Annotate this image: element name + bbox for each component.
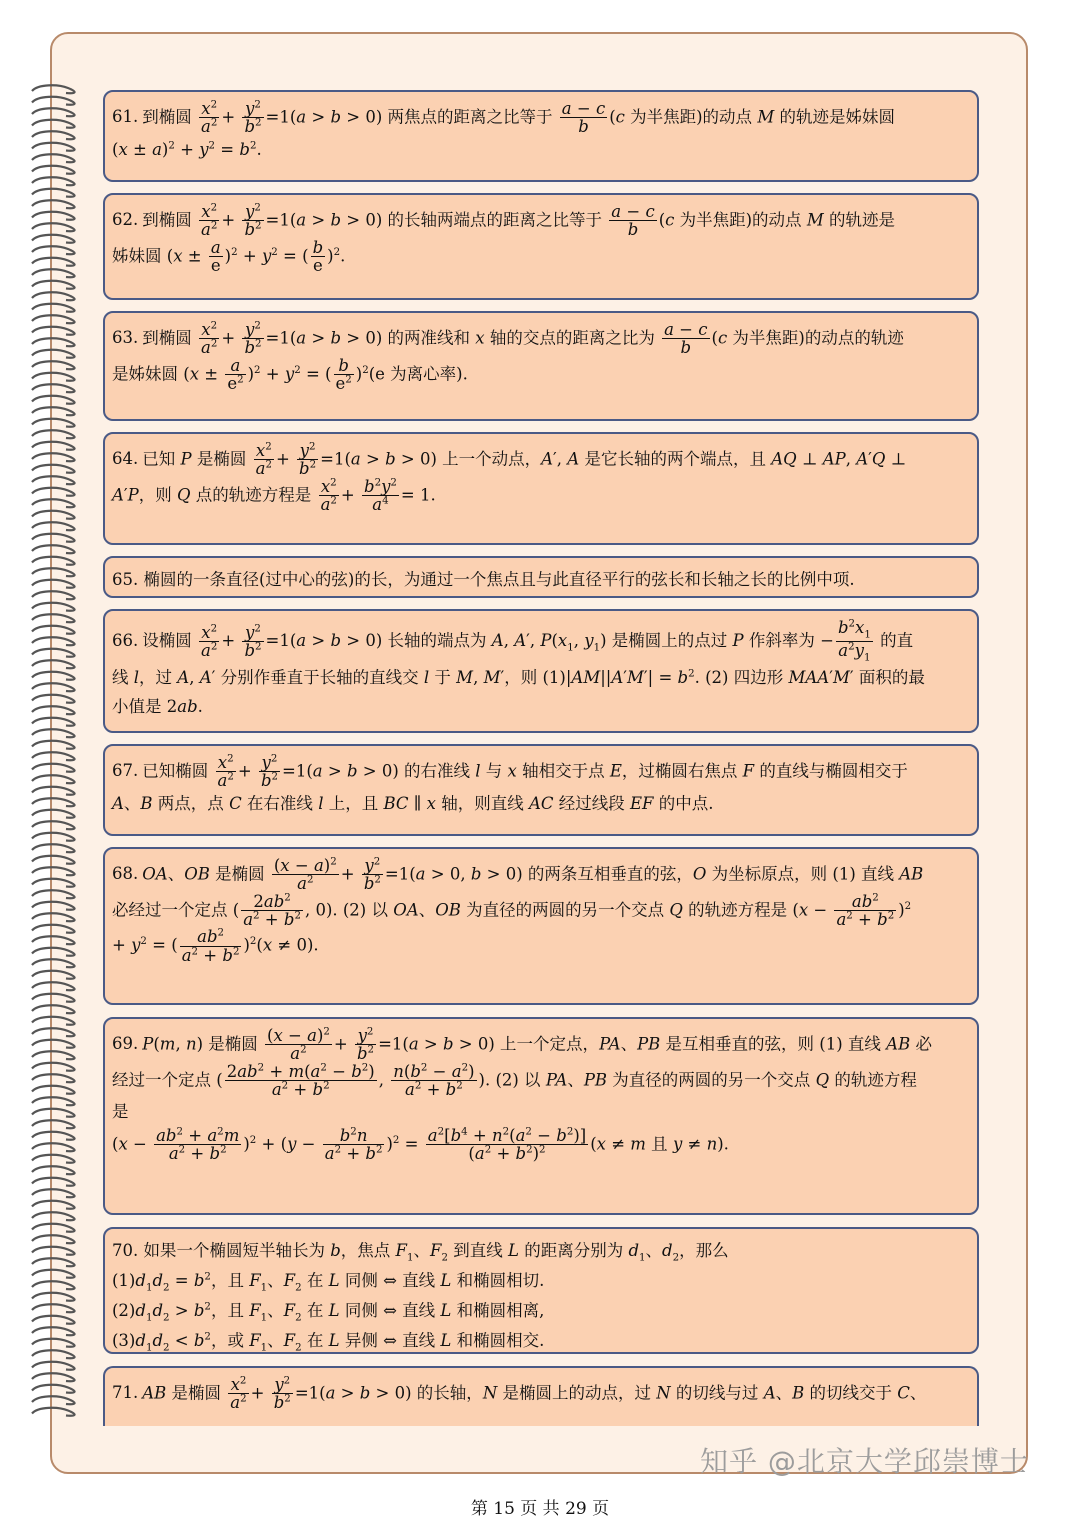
spiral-coil — [32, 1040, 75, 1048]
spiral-coil — [32, 1362, 75, 1370]
spiral-coil — [32, 775, 75, 783]
spiral-coil — [32, 913, 75, 921]
theorem-box-63: 63. 到椭圆 $\frac{x^2}{a^2}$ + $\frac{y^2}{b^2}$ =1(a > b > 0) 的两准线和 x 轴的交点的距离之比为 $\frac{a - c}{b}$ (c 为半焦距)的动点的轨迹 是姊妹圆 (x ± $\frac{a}{e^2}$ )$^2 + y^2$ = ( $\frac{b}{e^2}$ )$^2$(e 为离心率). — [103, 311, 979, 421]
spiral-coil — [32, 154, 75, 162]
spiral-coil — [32, 315, 75, 323]
spiral-coil — [32, 1074, 75, 1082]
spiral-coil — [32, 522, 75, 530]
theorem-box-65: 65. 椭圆的一条直径(过中心的弦)的长，为通过一个焦点且与此直径平行的弦长和长轴之长的比例中项. — [103, 556, 979, 598]
spiral-coil — [32, 1120, 75, 1128]
spiral-coil — [32, 660, 75, 668]
spiral-coil — [32, 1086, 75, 1094]
spiral-coil — [32, 798, 75, 806]
spiral-coil — [32, 350, 75, 358]
spiral-coil — [32, 1327, 75, 1335]
spiral-coil — [32, 752, 75, 760]
spiral-coil — [32, 1373, 75, 1381]
spiral-coil — [32, 223, 75, 231]
theorem-box-71: 71. AB 是椭圆 $\frac{x^2}{a^2}$ + $\frac{y^2}{b^2}$ =1(a > b > 0) 的长轴，N 是椭圆上的动点，过 N 的切线与过 A、B 的切线交于 C、 — [103, 1366, 979, 1426]
spiral-coil — [32, 1212, 75, 1220]
spiral-coil — [32, 465, 75, 473]
spiral-coil — [32, 1143, 75, 1151]
theorem-box-70: 70. 如果一个椭圆短半轴长为 b，焦点 $F_1$、$F_2$ 到直线 L 的距离分别为 $d_1$、$d_2$，那么 $(1)d_1d_2 = b^2$，且 $F_1$、$F_2$ 在 L 同侧 ⇔ 直线 L 和椭圆相切. $(2)d_1d_2 > b^2$，且 $F_1$、$F_2$ 在 L 同侧 ⇔ 直线 L 和椭圆相离, $(3)d_1d_2 < b^2$，或 $F_1$、$F_2$ 在 L 异侧 ⇔ 直线 L 和椭圆相交. — [103, 1227, 979, 1354]
spiral-coil — [32, 453, 75, 461]
spiral-coil — [32, 407, 75, 415]
spiral-coil — [32, 1385, 75, 1393]
spiral-coil — [32, 982, 75, 990]
spiral-coil — [32, 97, 75, 105]
spiral-coil — [32, 1247, 75, 1255]
spiral-coil — [32, 948, 75, 956]
spiral-coil — [32, 580, 75, 588]
spiral-coil — [32, 637, 75, 645]
spiral-coil — [32, 683, 75, 691]
spiral-coil — [32, 764, 75, 772]
spiral-coil — [32, 1235, 75, 1243]
spiral-coil — [32, 384, 75, 392]
spiral-coil — [32, 1109, 75, 1117]
spiral-coil — [32, 1189, 75, 1197]
spiral-coil — [32, 534, 75, 542]
spiral-coil — [32, 1201, 75, 1209]
spiral-coil — [32, 626, 75, 634]
spiral-coil — [32, 258, 75, 266]
spiral-coil — [32, 269, 75, 277]
spiral-coil — [32, 856, 75, 864]
spiral-coil — [32, 649, 75, 657]
spiral-coil — [32, 419, 75, 427]
spiral-coil — [32, 1270, 75, 1278]
spiral-coil — [32, 499, 75, 507]
spiral-coil — [32, 545, 75, 553]
spiral-coil — [32, 821, 75, 829]
spiral-coil — [32, 672, 75, 680]
spiral-coil — [32, 1166, 75, 1174]
spiral-coil — [32, 1339, 75, 1347]
spiral-coil — [32, 108, 75, 116]
page-footer: 第 15 页 共 29 页 — [470, 1499, 610, 1519]
spiral-coil — [32, 442, 75, 450]
spiral-coil — [32, 1132, 75, 1140]
theorem-box-66: 66. 设椭圆 $\frac{x^2}{a^2}$ + $\frac{y^2}{b^2}$ =1(a > b > 0) 长轴的端点为 A, A′, $P(x_1$, $y_1$) 是椭圆上的点过 P 作斜率为 − $\frac{b^2x_1}{a^2y_1}$ 的直 线 l，过 A, A′ 分别作垂直于长轴的直线交 l 于 M, M′，则 $(1)|AM||A'M'| = b^2$. (2) 四边形 MAA′M′ 面积的最 小值是 2ab. — [103, 609, 979, 733]
theorem-box-68: 68. OA、OB 是椭圆 $\frac{(x - a)^2}{a^2}$ + $\frac{y^2}{b^2}$ =1(a > 0, b > 0) 的两条互相垂直的弦，O 为坐标原点，则 (1) 直线 AB 必经过一个定点 ( $\frac{2ab^2}{a^2 + b^2}$ , 0). (2) 以 OA、OB 为直径的两圆的另一个交点 Q 的轨迹方程是 (x − $\frac{ab^2}{a^2 + b^2}$ )$^2$ + $y^2$ = ( $\frac{ab^2}{a^2 + b^2}$ )$^2$(x ≠ 0). — [103, 847, 979, 1005]
theorem-box-64: 64. 已知 P 是椭圆 $\frac{x^2}{a^2}$ + $\frac{y^2}{b^2}$ =1(a > b > 0) 上一个动点，A′, A 是它长轴的两个端点，且 AQ ⊥ AP, A′Q ⊥ A′P，则 Q 点的轨迹方程是 $\frac{x^2}{a^2}$ + $\frac{b^2y^2}{a^4}$ = 1. — [103, 432, 979, 545]
spiral-coil — [32, 1178, 75, 1186]
spiral-coil — [32, 1051, 75, 1059]
spiral-coil — [32, 1408, 75, 1416]
spiral-coil — [32, 614, 75, 622]
spiral-coil — [32, 890, 75, 898]
spiral-coil — [32, 1304, 75, 1312]
theorem-box-61: 61. 到椭圆 $\frac{x^2}{a^2}$ + $\frac{y^2}{b^2}$ =1(a > b > 0) 两焦点的距离之比等于 $\frac{a - c}{b}$ (c 为半焦距)的动点 M 的轨迹是姊妹圆 $(x \pm a)^2 + y^2 = b^2$. — [103, 90, 979, 182]
spiral-coil — [32, 1017, 75, 1025]
spiral-coil — [32, 718, 75, 726]
spiral-coil — [32, 568, 75, 576]
spiral-coil — [32, 1005, 75, 1013]
theorem-box-69: 69. P(m, n) 是椭圆 $\frac{(x - a)^2}{a^2}$ + $\frac{y^2}{b^2}$ =1(a > b > 0) 上一个定点，PA、PB 是互相垂直的弦，则 (1) 直线 AB 必 经过一个定点 ( $\frac{2ab^2 + m(a^2 - b^2)}{a^2 + b^2}$ , $\frac{n(b^2 - a^2)}{a^2 + b^2}$ ). (2) 以 PA、PB 为直径的两圆的另一个交点 Q 的轨迹方程 是 (x − $\frac{ab^2 + a^2m}{a^2 + b^2}$ )$^2$ + (y − $\frac{b^2n}{a^2 + b^2}$ )$^2$ = $\frac{a^2[b^4 + n^2(a^2 - b^2)]}{(a^2 + b^2)^2}$ (x ≠ m 且 y ≠ n). — [103, 1017, 979, 1215]
spiral-coil — [32, 1028, 75, 1036]
spiral-coil — [32, 706, 75, 714]
spiral-coil — [32, 189, 75, 197]
spiral-coil — [32, 741, 75, 749]
spiral-coil — [32, 787, 75, 795]
spiral-coil — [32, 1063, 75, 1071]
spiral-coil — [32, 1396, 75, 1404]
spiral-coil — [32, 166, 75, 174]
spiral-coil — [32, 925, 75, 933]
spiral-coil — [32, 729, 75, 737]
spiral-coil — [32, 879, 75, 887]
spiral-coil — [32, 511, 75, 519]
theorem-box-67: 67. 已知椭圆 $\frac{x^2}{a^2}$ + $\frac{y^2}{b^2}$ =1(a > b > 0) 的右准线 l 与 x 轴相交于点 E，过椭圆右焦点 F 的直线与椭圆相交于 A、B 两点，点 C 在右准线 l 上，且 BC ∥ x 轴，则直线 AC 经过线段 EF 的中点. — [103, 744, 979, 836]
spiral-coil — [32, 235, 75, 243]
spiral-coil — [32, 1293, 75, 1301]
spiral-coil — [32, 212, 75, 220]
spiral-coil — [32, 246, 75, 254]
spiral-coil — [32, 1155, 75, 1163]
spiral-coil — [32, 143, 75, 151]
spiral-coil — [32, 373, 75, 381]
spiral-coil — [32, 971, 75, 979]
spiral-coil — [32, 281, 75, 289]
spiral-coil — [32, 959, 75, 967]
spiral-coil — [32, 844, 75, 852]
spiral-coil — [32, 338, 75, 346]
spiral-coil — [32, 902, 75, 910]
spiral-coil — [32, 1258, 75, 1266]
spiral-coil — [32, 85, 75, 93]
spiral-coil — [32, 557, 75, 565]
theorem-box-62: 62. 到椭圆 $\frac{x^2}{a^2}$ + $\frac{y^2}{b^2}$ =1(a > b > 0) 的长轴两端点的距离之比等于 $\frac{a - c}{b}$ (c 为半焦距)的动点 M 的轨迹是 姊妹圆 (x ± $\frac{a}{e}$ )$^2 + y^2$ = ( $\frac{b}{e}$ )$^2$. — [103, 193, 979, 300]
spiral-coil — [32, 603, 75, 611]
spiral-coil — [32, 1350, 75, 1358]
watermark: 知乎 @北京大学邱崇博士 — [700, 1445, 1029, 1478]
spiral-coil — [32, 1097, 75, 1105]
spiral-coil — [32, 867, 75, 875]
spiral-coil — [32, 1281, 75, 1289]
spiral-coil — [32, 833, 75, 841]
spiral-coil — [32, 476, 75, 484]
spiral-coil — [32, 488, 75, 496]
spiral-coil — [32, 810, 75, 818]
spiral-coil — [32, 361, 75, 369]
spiral-coil — [32, 131, 75, 139]
spiral-coil — [32, 200, 75, 208]
spiral-coil — [32, 304, 75, 312]
spiral-coil — [32, 292, 75, 300]
spiral-coil — [32, 1316, 75, 1324]
spiral-coil — [32, 177, 75, 185]
spiral-coil — [32, 430, 75, 438]
spiral-coil — [32, 936, 75, 944]
spiral-coil — [32, 396, 75, 404]
spiral-coil — [32, 994, 75, 1002]
spiral-coil — [32, 695, 75, 703]
spiral-coil — [32, 1224, 75, 1232]
spiral-coil — [32, 120, 75, 128]
spiral-coil — [32, 327, 75, 335]
spiral-coil — [32, 591, 75, 599]
spiral-binding — [28, 82, 80, 1422]
